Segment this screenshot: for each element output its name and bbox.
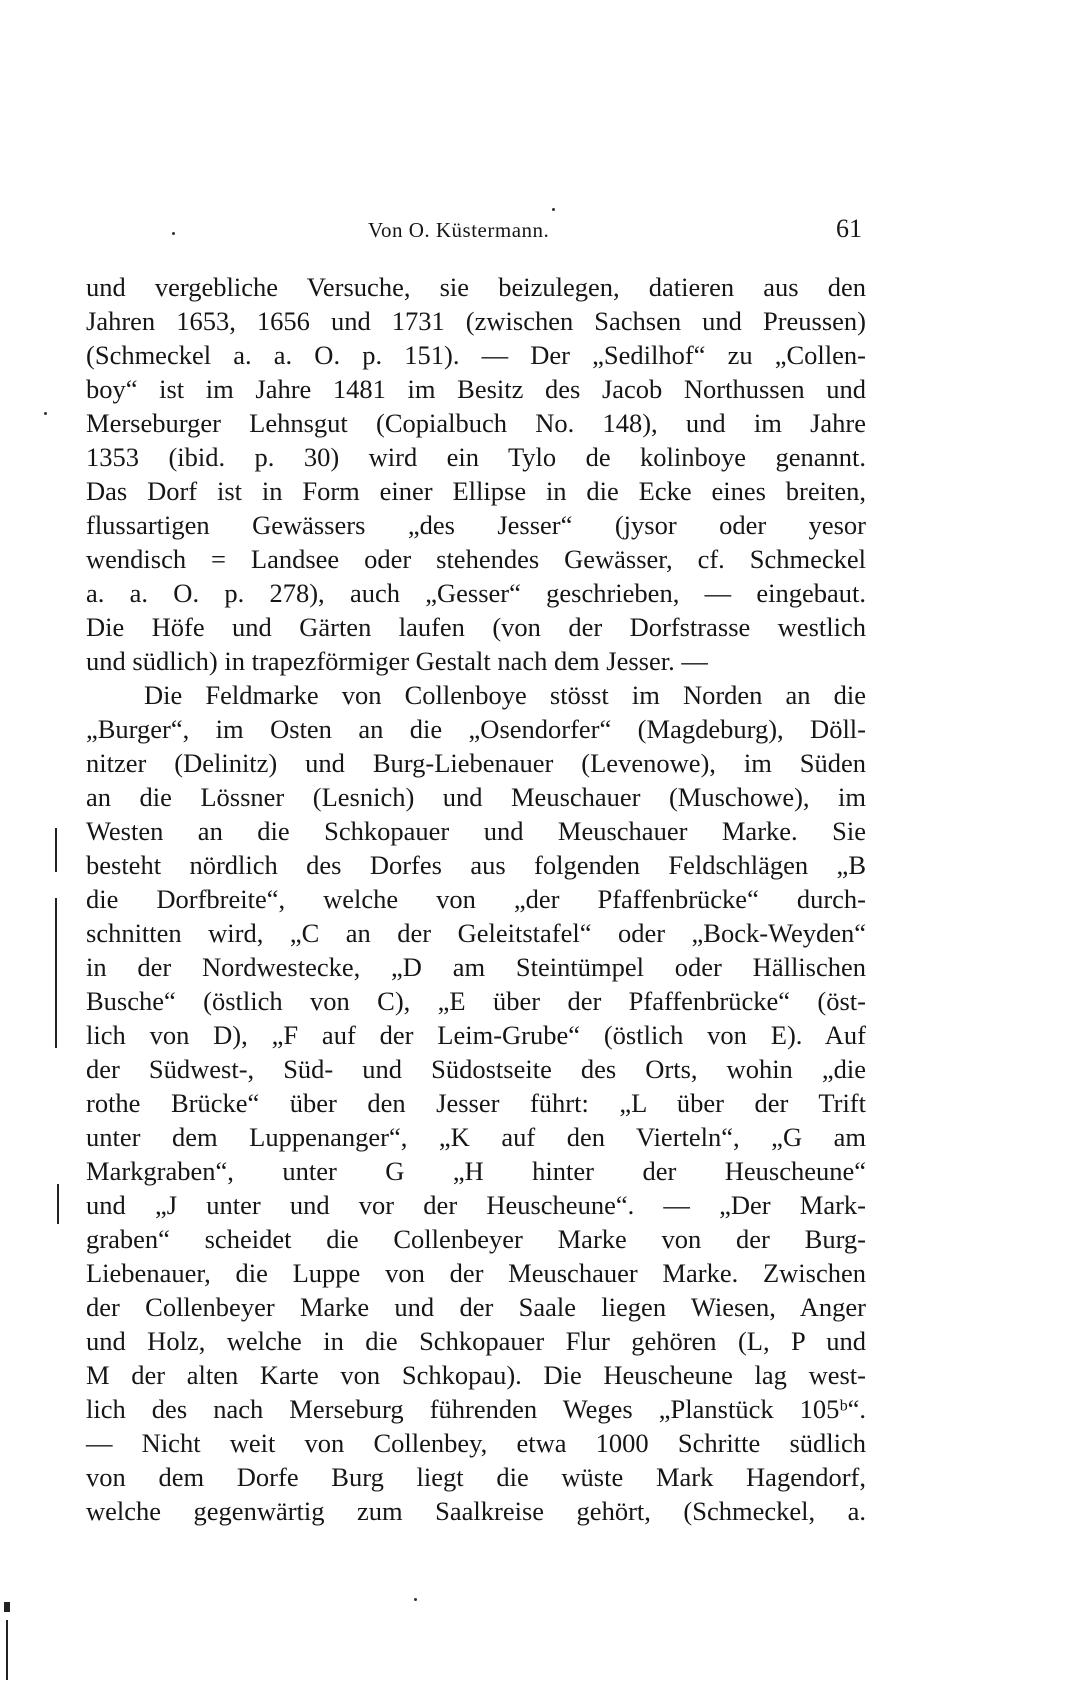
paragraph-start-line: Die Feldmarke von Collenboye stösst im Norden an die [144, 680, 866, 710]
text-line: von dem Dorfe Burg liegt die wüste Mark Hagendorf, [86, 1462, 866, 1492]
text-line: Markgraben“, unter G „H hinter der Heuscheune“ [86, 1156, 866, 1186]
text-line: Westen an die Schkopauer und Meuschauer Marke. Sie [86, 816, 866, 846]
margin-line-mark [55, 898, 57, 1048]
text-line: wendisch = Landsee oder stehendes Gewässer, cf. Schmeckel [86, 544, 866, 574]
text-line: rothe Brücke“ über den Jesser führt: „L über der Trift [86, 1088, 866, 1118]
text-line: 1353 (ibid. p. 30) wird ein Tylo de kolinboye genannt. [86, 442, 866, 472]
text-line: lich von D), „F auf der Leim-Grube“ (östlich von E). Auf [86, 1020, 866, 1050]
running-title: Von O. Küstermann. [368, 218, 550, 242]
text-line: an die Lössner (Lesnich) und Meuschauer (Muschowe), im [86, 782, 866, 812]
scan-speck [552, 208, 555, 211]
text-line: unter dem Luppenanger“, „K auf den Vierteln“, „G am [86, 1122, 866, 1152]
page-header [0, 214, 1086, 254]
text-line: (Schmeckel a. a. O. p. 151). — Der „Sedilhof“ zu „Collen- [86, 340, 866, 370]
text-line: „Burger“, im Osten an die „Osendorfer“ (Magdeburg), Döll- [86, 714, 866, 744]
margin-line-mark [4, 1602, 10, 1612]
text-line: welche gegenwärtig zum Saalkreise gehört, (Schmeckel, a. [86, 1496, 866, 1526]
text-line: flussartigen Gewässers „des Jesser“ (jysor oder yesor [86, 510, 866, 540]
text-line: boy“ ist im Jahre 1481 im Besitz des Jacob Northussen und [86, 374, 866, 404]
text-line: der Südwest-, Süd- und Südostseite des Orts, wohin „die [86, 1054, 866, 1084]
text-line: graben“ scheidet die Collenbeyer Marke von der Burg- [86, 1224, 866, 1254]
scan-speck [414, 1598, 417, 1601]
body-text [86, 270, 866, 1528]
text-line: M der alten Karte von Schkopau). Die Heuscheune lag west- [86, 1360, 866, 1390]
page-number: 61 [836, 214, 862, 243]
scan-speck [172, 232, 175, 235]
text-line: Merseburger Lehnsgut (Copialbuch No. 148), und im Jahre [86, 408, 866, 438]
scan-speck [44, 412, 47, 415]
text-line: Die Höfe und Gärten laufen (von der Dorfstrasse westlich [86, 612, 866, 642]
text-line: lich des nach Merseburg führenden Weges „Planstück 105ᵇ“. [86, 1394, 866, 1424]
margin-line-mark [6, 1620, 8, 1680]
text-line: Jahren 1653, 1656 und 1731 (zwischen Sachsen und Preussen) [86, 306, 866, 336]
text-line: besteht nördlich des Dorfes aus folgenden Feldschlägen „B [86, 850, 866, 880]
text-line: — Nicht weit von Collenbey, etwa 1000 Schritte südlich [86, 1428, 866, 1458]
text-line: und vergebliche Versuche, sie beizulegen, datieren aus den [86, 272, 866, 302]
text-line: Busche“ (östlich von C), „E über der Pfaffenbrücke“ (öst- [86, 986, 866, 1016]
text-line: Liebenauer, die Luppe von der Meuschauer Marke. Zwischen [86, 1258, 866, 1288]
margin-line-mark [57, 1184, 59, 1224]
text-line: in der Nordwestecke, „D am Steintümpel oder Hällischen [86, 952, 866, 982]
margin-line-mark [55, 828, 57, 872]
text-line: und „J unter und vor der Heuscheune“. — „Der Mark- [86, 1190, 866, 1220]
text-line: Das Dorf ist in Form einer Ellipse in die Ecke eines breiten, [86, 476, 866, 506]
text-line: und Holz, welche in die Schkopauer Flur gehören (L, P und [86, 1326, 866, 1356]
text-line: schnitten wird, „C an der Geleitstafel“ oder „Bock-Weyden“ [86, 918, 866, 948]
text-line: a. a. O. p. 278), auch „Gesser“ geschrieben, — eingebaut. [86, 578, 866, 608]
text-line: der Collenbeyer Marke und der Saale liegen Wiesen, Anger [86, 1292, 866, 1322]
text-line: und südlich) in trapezförmiger Gestalt nach dem Jesser. — [86, 646, 708, 676]
text-line: die Dorfbreite“, welche von „der Pfaffenbrücke“ durch- [86, 884, 866, 914]
text-line: nitzer (Delinitz) und Burg-Liebenauer (Levenowe), im Süden [86, 748, 866, 778]
